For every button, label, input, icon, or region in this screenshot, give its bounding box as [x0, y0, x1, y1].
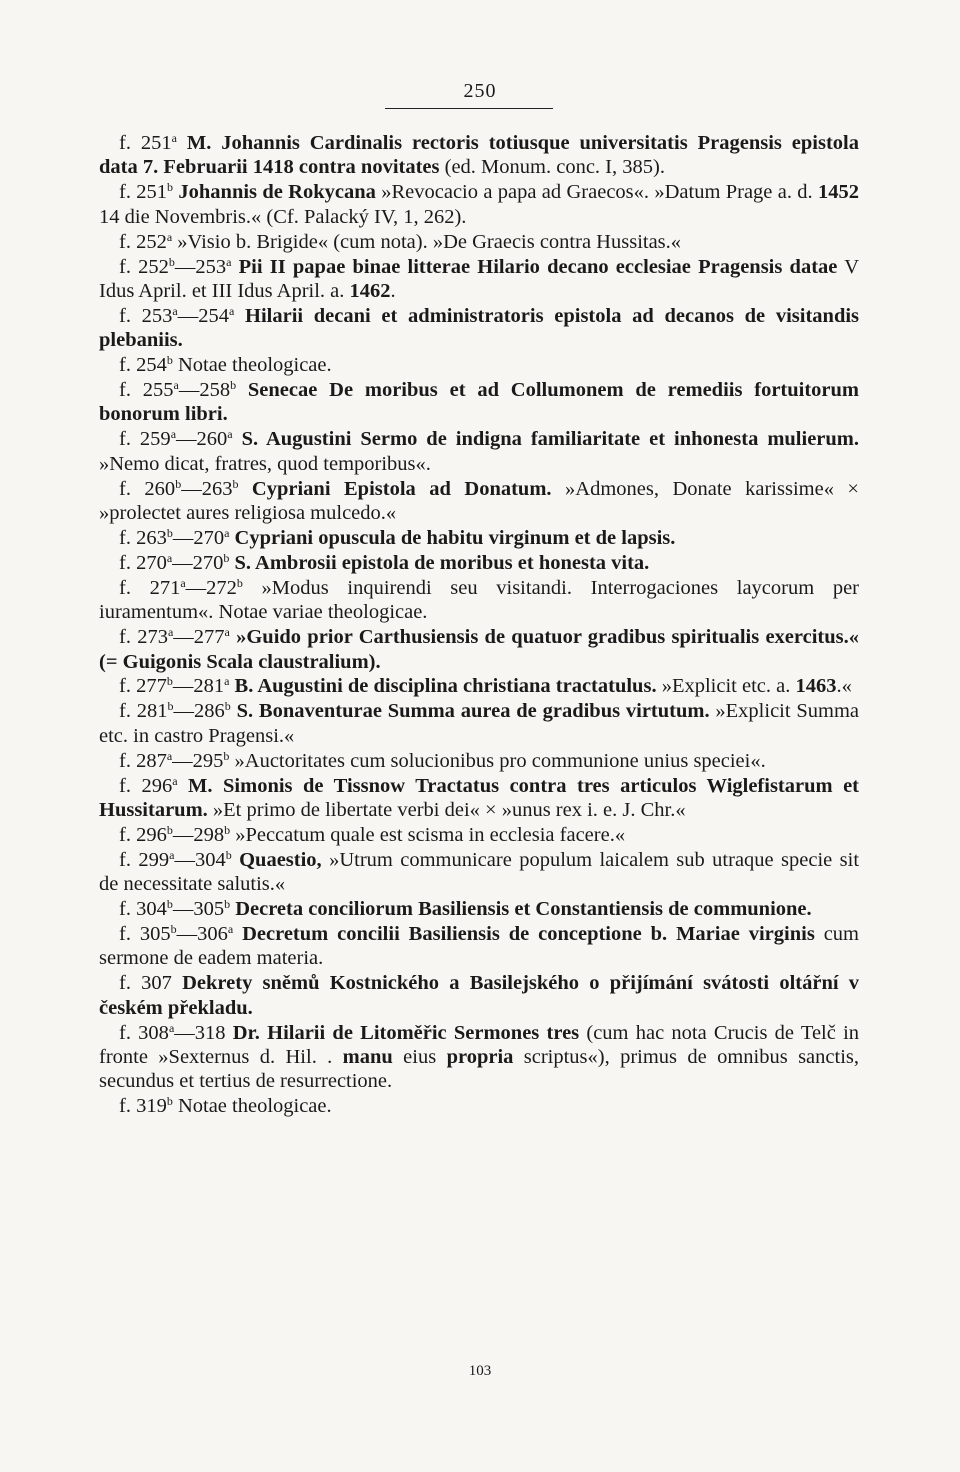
page-number: 250: [463, 80, 497, 102]
entry-title: 1462: [349, 279, 391, 302]
entry-title: S. Bonaventurae Summa aurea de gradibus virtutum.: [236, 700, 710, 723]
folio-entry: [99, 699, 859, 748]
folio-side: b: [166, 526, 173, 540]
folio-entry: [99, 848, 859, 897]
folio-side: b: [166, 1094, 173, 1109]
folio-entry: [99, 774, 859, 823]
entry-text: V Idus April. et III Idus April. a.: [99, 255, 859, 302]
entry-text: eius: [392, 1046, 447, 1069]
entry-title: Cypriani Epistola ad Donatum.: [251, 477, 552, 500]
folio-entry: [99, 477, 859, 526]
folio-side: a: [172, 303, 178, 318]
folio-entry: [99, 1021, 859, 1094]
entry-text: —272: [185, 576, 237, 599]
folio-side: a: [169, 847, 175, 862]
entry-title: Quaestio,: [239, 848, 322, 871]
entry-text: f. 307: [119, 972, 183, 995]
folio-entry: [99, 551, 859, 575]
entry-text: [236, 379, 248, 401]
entry-title: M. Simonis de Tissnow Tractatus contra tres articulos Wiglefistarum et Hussitarum.: [99, 774, 860, 821]
folio-side: b: [166, 353, 173, 368]
entry-text: [234, 305, 245, 327]
entry-text: [231, 256, 238, 278]
folio-entry: [99, 304, 859, 353]
folio-entry: [99, 427, 859, 476]
entry-text: Notae theologicae.: [172, 1095, 332, 1118]
entry-text: [232, 849, 239, 871]
entry-text: f. 251: [119, 132, 172, 154]
entry-text: [238, 478, 251, 500]
folio-side: a: [228, 303, 235, 318]
manuscript-contents-list: [99, 131, 859, 1119]
folio-entry: [99, 749, 859, 773]
folio-side: a: [180, 575, 186, 590]
entry-text: f. 270: [119, 551, 167, 574]
entry-text: f. 251: [119, 181, 168, 204]
entry-text: .: [390, 279, 396, 302]
folio-side: a: [226, 254, 232, 269]
entry-text: f. 253: [119, 304, 173, 327]
header-rule: [385, 108, 553, 109]
folio-side: b: [232, 476, 239, 491]
entry-text: »Modus inquirendi seu visitandi. Interrogaciones laycorum per iuramentum«. Notae variae theologicae.: [99, 576, 859, 624]
folio-side: b: [175, 476, 182, 491]
entry-text: f. 296: [119, 774, 173, 797]
entry-text: »Et primo de libertate verbi dei« × »unus rex i. e. J. Chr.«: [207, 798, 686, 821]
folio-side: a: [166, 748, 173, 763]
folio-entry: [99, 526, 859, 550]
folio-side: a: [224, 526, 230, 540]
entry-text: (ed. Monum. conc. I, 385).: [439, 156, 665, 179]
entry-title: Dr. Hilarii de Litoměřic Sermones tres: [232, 1021, 580, 1044]
folio-side: a: [227, 922, 234, 936]
folio-entry: [99, 625, 859, 674]
entry-text: —263: [181, 477, 233, 500]
entry-title: Cypriani opuscula de habitu virginum et de lapsis.: [234, 527, 676, 549]
entry-title: »Guido prior Carthusiensis de quatuor gradibus spiritualis exercitus.« (= Guigonis Scala claustralium).: [99, 626, 860, 673]
folio-side: a: [168, 1020, 175, 1035]
entry-text: f. 308: [119, 1021, 169, 1044]
entry-text: [177, 132, 187, 154]
entry-text: f. 254: [119, 354, 167, 377]
entry-text: f. 281: [119, 700, 168, 723]
entry-text: f. 277: [119, 675, 167, 698]
folio-entry: [99, 180, 859, 229]
entry-text: —277: [173, 626, 225, 649]
folio-side: b: [230, 378, 237, 393]
folio-side: b: [223, 748, 230, 763]
entry-text: f. 319: [119, 1095, 167, 1118]
folio-side: b: [168, 254, 175, 269]
folio-side: b: [167, 180, 174, 195]
entry-text: —258: [178, 379, 231, 402]
folio-side: b: [166, 674, 173, 689]
folio-side: b: [225, 847, 232, 862]
folio-side: b: [223, 550, 230, 565]
folio-side: b: [170, 922, 177, 936]
entry-title: propria: [446, 1046, 514, 1069]
folio-side: a: [172, 773, 178, 788]
entry-text: —306: [176, 923, 228, 945]
entry-text: —260: [176, 428, 228, 451]
entry-text: »Explicit Summa etc. in castro Pragensi.«: [99, 700, 860, 747]
entry-text: —304: [174, 848, 226, 871]
entry-text: »Nemo dicat, fratres, quod temporibus«.: [99, 452, 431, 475]
folio-side: a: [224, 674, 230, 689]
entry-text: [233, 923, 242, 945]
folio-entry: [99, 1094, 859, 1118]
entry-text: Notae theologicae.: [172, 354, 332, 377]
entry-title: 1463: [795, 675, 837, 698]
entry-text: »Auctoritates cum solucionibus pro communione unius speciei«.: [229, 749, 766, 772]
entry-text: cum sermone de eadem materia.: [99, 923, 859, 970]
entry-text: —305: [172, 898, 225, 921]
folio-side: b: [167, 699, 174, 714]
folio-side: b: [224, 822, 231, 837]
folio-side: b: [224, 897, 231, 912]
entry-text: [178, 775, 189, 797]
entry-title: manu: [342, 1046, 393, 1069]
entry-text: f. 305: [119, 923, 171, 945]
entry-text: f. 273: [119, 626, 168, 649]
folio-side: a: [227, 427, 233, 442]
entry-text: »Explicit etc. a.: [656, 675, 796, 698]
entry-text: —298: [172, 823, 225, 846]
folio-side: b: [224, 699, 231, 714]
entry-text: »Utrum communicare populum laicalem sub utraque specie sit de necessitate salutis.«: [99, 848, 860, 896]
folio-side: a: [166, 229, 173, 244]
entry-text: [233, 428, 242, 450]
entry-text: f. 252: [119, 255, 169, 278]
folio-side: a: [171, 131, 177, 145]
entry-text: —281: [172, 675, 225, 698]
folio-side: a: [170, 427, 177, 442]
entry-text: —286: [173, 700, 225, 723]
entry-text: »Visio b. Brigide« (cum nota). »De Graecis contra Hussitas.«: [172, 230, 682, 253]
entry-text: —253: [174, 255, 227, 278]
folio-entry: [99, 674, 859, 698]
entry-text: f. 296: [119, 823, 167, 846]
entry-text: —295: [172, 749, 224, 772]
entry-text: »Peccatum quale est scisma in ecclesia facere.«: [230, 823, 626, 846]
entry-title: Pii II papae binae litterae Hilario decano ecclesiae Pragensis datae: [238, 255, 838, 278]
folio-side: a: [224, 625, 230, 640]
entry-text: »Revocacio a papa ad Graecos«. »Datum Prage a. d.: [375, 181, 819, 204]
entry-text: »Admones, Donate karissime« × »prolectet aures religiosa mulcedo.«: [99, 477, 859, 525]
entry-text: —270: [172, 551, 224, 574]
entry-title: S. Ambrosii epistola de moribus et honesta vita.: [234, 551, 650, 574]
entry-title: S. Augustini Sermo de indigna familiaritate et inhonesta mulierum.: [241, 428, 859, 451]
entry-text: f. 304: [119, 898, 167, 921]
folio-side: b: [166, 897, 173, 912]
sheet-number: 103: [468, 1363, 492, 1379]
entry-text: f. 299: [119, 848, 170, 871]
entry-text: f. 259: [119, 428, 171, 451]
entry-title: Decretum concilii Basiliensis de conceptione b. Mariae virginis: [242, 923, 815, 945]
entry-text: .«: [836, 675, 852, 698]
entry-text: f. 252: [119, 230, 167, 253]
folio-entry: [99, 378, 859, 427]
entry-text: scriptus«), primus de omnibus sanctis, secundus et tertius de resurrectione.: [99, 1046, 859, 1093]
entry-text: f. 255: [119, 379, 174, 402]
folio-entry: [99, 131, 859, 180]
entry-text: —318: [174, 1021, 233, 1044]
folio-side: a: [173, 378, 179, 393]
folio-entry: [99, 897, 859, 921]
entry-text: f. 263: [119, 527, 167, 549]
entry-title: Johannis de Rokycana: [178, 181, 376, 204]
entry-title: M. Johannis Cardinalis rectoris totiusque universitatis Pragensis epistola data 7. Februarii 1418 contra novitates: [99, 132, 859, 179]
entry-title: Dekrety sněmů Kostnického a Basilejského o přijímání svátosti oltářní v českém překladu.: [99, 972, 859, 1019]
folio-entry: [99, 576, 859, 625]
folio-entry: [99, 922, 859, 971]
folio-entry: [99, 255, 859, 304]
folio-entry: [99, 823, 859, 847]
folio-entry: [99, 353, 859, 377]
entry-title: Hilarii decani et administratoris epistola ad decanos de visitandis plebaniis.: [99, 304, 860, 352]
folio-side: a: [166, 550, 173, 565]
entry-text: f. 287: [119, 749, 167, 772]
entry-text: (cum hac nota Crucis de Telč in fronte »Sexternus d. Hil. .: [99, 1021, 860, 1069]
entry-text: 14 die Novembris.« (Cf. Palacký IV, 1, 262).: [99, 205, 467, 228]
entry-text: f. 260: [119, 477, 176, 500]
entry-title: 1452: [818, 181, 860, 204]
folio-entry: [99, 971, 859, 1020]
folio-entry: [99, 230, 859, 254]
folio-side: b: [236, 575, 243, 590]
entry-text: —254: [177, 304, 229, 327]
folio-side: b: [166, 822, 173, 837]
entry-title: Senecae De moribus et ad Collumonem de remediis fortuitorum bonorum libri.: [99, 379, 859, 426]
entry-text: f. 271: [119, 576, 181, 599]
entry-title: B. Augustini de disciplina christiana tractatulus.: [234, 675, 657, 698]
folio-side: a: [167, 625, 174, 640]
entry-text: —270: [172, 527, 225, 549]
entry-title: Decreta conciliorum Basiliensis et Constantiensis de communione.: [235, 898, 812, 921]
